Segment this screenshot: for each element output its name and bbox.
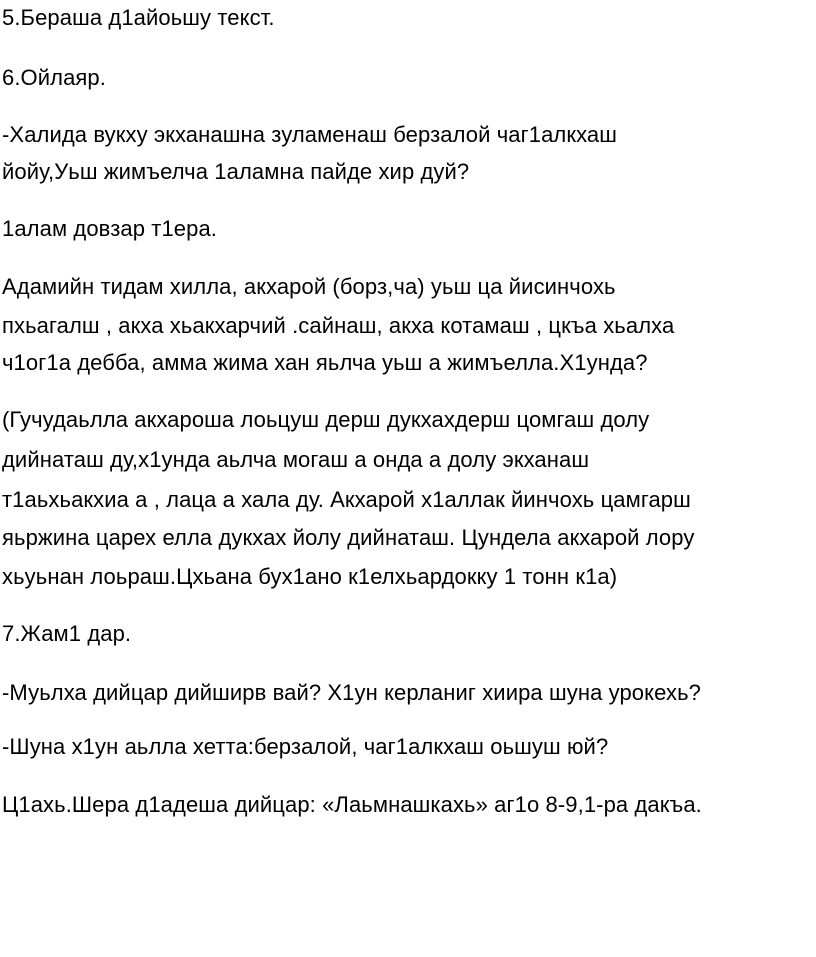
question-line-1: -Халида вукху экханашна зуламенаш берзалой чаг1алкхаш xyxy=(2,122,618,147)
summary-question-1: -Муьлха дийцар дийширв вай? Х1ун керланиг хиира шуна урокехь? xyxy=(2,680,701,705)
explanation-line-1: (Гучудаьлла акхароша лоьцуш дерш дукхахдерш цомгаш долу xyxy=(2,407,650,432)
section-5-heading: 5.Бераша д1айоьшу текст. xyxy=(2,5,275,30)
paragraph-line-2: пхьагалш , акха хьакхарчий .сайнаш, акха котамаш , цкъа хьалха xyxy=(2,313,675,338)
paragraph-line-3: ч1ог1а дебба, амма жима хан яьлча уьш а жимъелла.Х1унда? xyxy=(2,350,648,375)
section-6-heading: 6.Ойлаяр. xyxy=(2,65,106,90)
explanation-line-4: яьржина царех елла дукхах йолу дийнаташ. Цундела акхарой лору xyxy=(2,525,695,550)
summary-question-2: -Шуна х1ун аьлла хетта:берзалой, чаг1алкхаш оьшуш юй? xyxy=(2,734,609,759)
paragraph-line-1: Адамийн тидам хилла, акхарой (борз,ча) уьш ца йисинчохь xyxy=(2,274,616,299)
explanation-line-3: т1аьхьакхиа а , лаца а хала ду. Акхарой х1аллак йинчохь цамгарш xyxy=(2,487,691,512)
explanation-line-2: дийнаташ ду,х1унда аьлча могаш а онда а долу экханаш xyxy=(2,447,590,472)
section-7-heading: 7.Жам1 дар. xyxy=(2,621,132,646)
homework-line: Ц1ахь.Шера д1адеша дийцар: «Лаьмнашкахь» аг1о 8-9,1-ра дакъа. xyxy=(2,792,702,817)
nature-subheading: 1алам довзар т1ера. xyxy=(2,216,217,241)
explanation-line-5: хьуьнан лоьраш.Цхьана бух1ано к1елхьардокку 1 тонн к1а) xyxy=(2,564,618,589)
question-line-2: йойу,Уьш жимъелча 1аламна пайде хир дуй? xyxy=(2,159,470,184)
